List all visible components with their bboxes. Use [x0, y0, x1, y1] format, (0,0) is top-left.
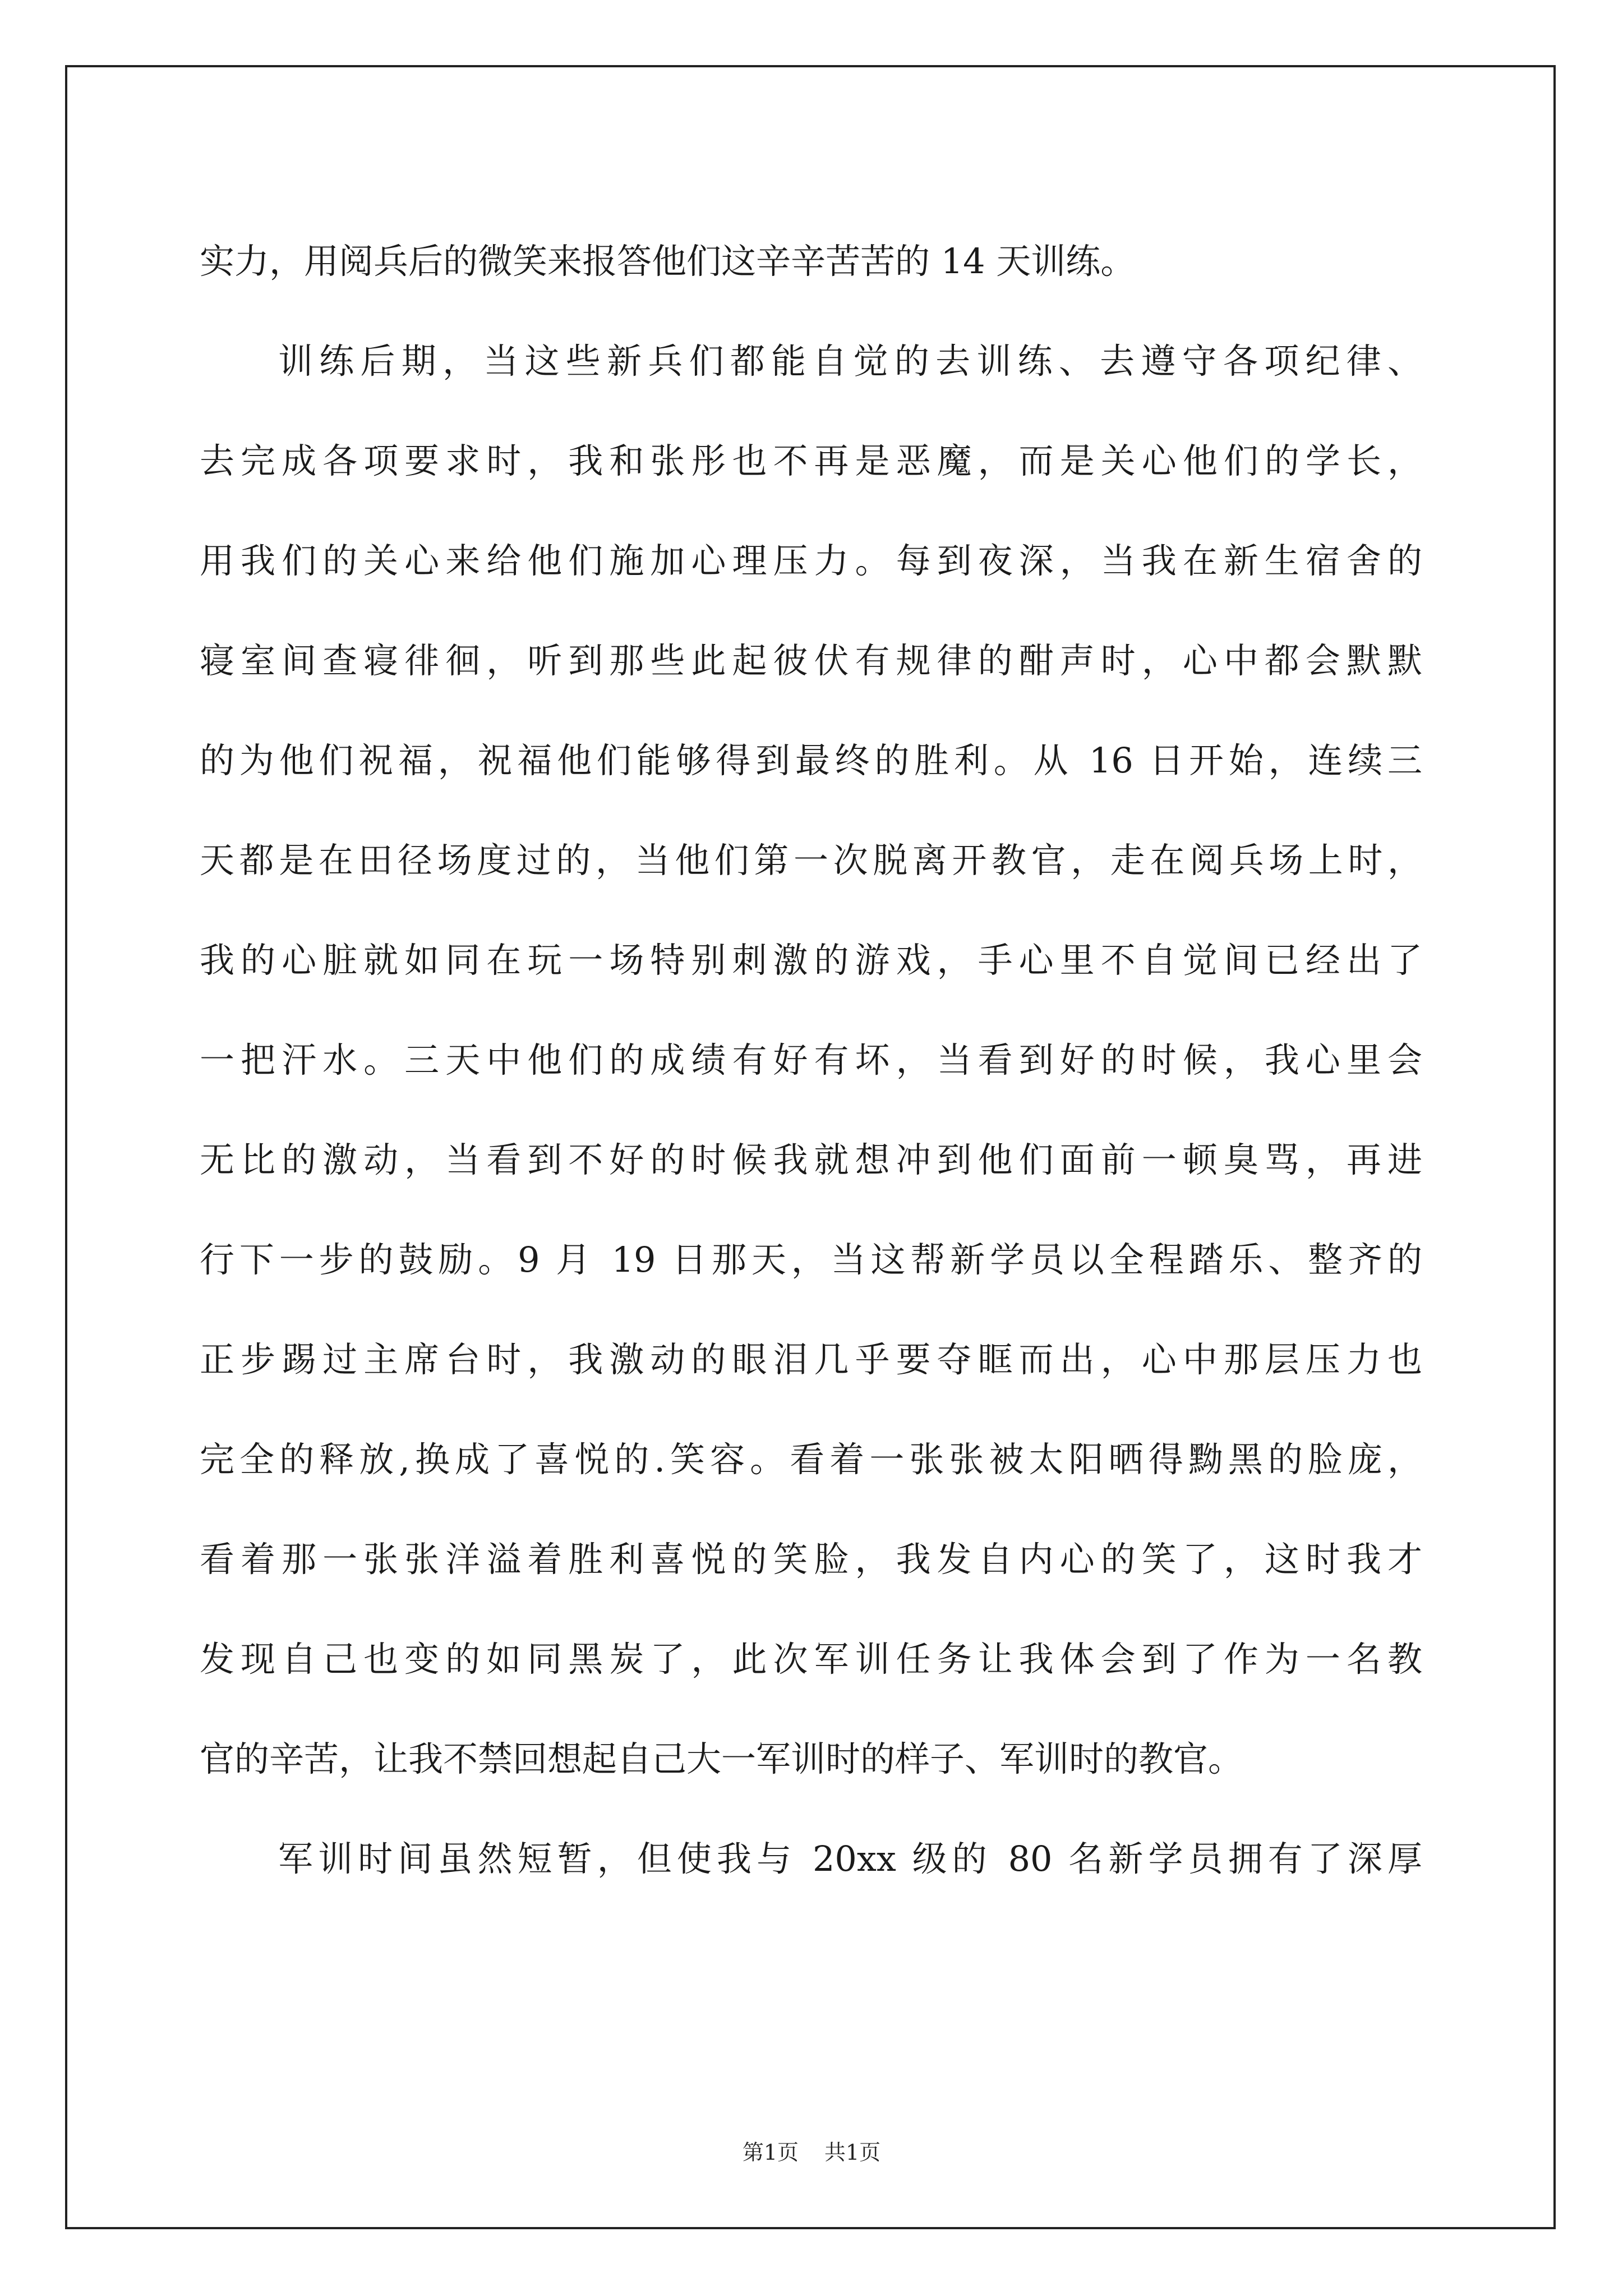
paragraph-first-line: 训练后期，当这些新兵们都能自觉的去训练、去遵守各项纪律、: [278, 341, 1422, 381]
paragraph-first-line: 军训时间虽然短暂，但使我与 20xx 级的 80 名新学员拥有了深厚: [278, 1838, 1422, 1879]
text-line: 一把汗水。三天中他们的成绩有好有坏，当看到好的时候，我心里会: [200, 1039, 1422, 1080]
text-line: 无比的激动，当看到不好的时候我就想冲到他们面前一顿臭骂，再进: [200, 1139, 1422, 1180]
text-line: 用我们的关心来给他们施加心理压力。每到夜深，当我在新生宿舍的: [200, 540, 1422, 581]
text-line: 完全的释放,换成了喜悦的.笑容。看着一张张被太阳晒得黝黑的脸庞，: [200, 1439, 1422, 1480]
page-number: 第1页: [742, 2140, 799, 2165]
text-line: 去完成各项要求时，我和张彤也不再是恶魔，而是关心他们的学长，: [200, 440, 1422, 481]
text-line: 寝室间查寝徘徊，听到那些此起彼伏有规律的酣声时，心中都会默默: [200, 640, 1422, 681]
page-footer: [0, 2135, 1623, 2166]
text-line: 正步踢过主席台时，我激动的眼泪几乎要夺眶而出，心中那层压力也: [200, 1339, 1422, 1380]
text-line: 天都是在田径场度过的，当他们第一次脱离开教官，走在阅兵场上时，: [200, 840, 1422, 881]
text-line: 看着那一张张洋溢着胜利喜悦的笑脸，我发自内心的笑了，这时我才: [200, 1539, 1422, 1580]
text-line: 发现自己也变的如同黑炭了，此次军训任务让我体会到了作为一名教: [200, 1639, 1422, 1680]
text-line: 官的辛苦，让我不禁回想起自己大一军训时的样子、军训时的教官。: [200, 1738, 1243, 1779]
page-total: 共1页: [824, 2140, 881, 2165]
text-line: 我的心脏就如同在玩一场特别刺激的游戏，手心里不自觉间已经出了: [200, 940, 1422, 981]
text-line: 实力，用阅兵后的微笑来报答他们这辛辛苦苦的 14 天训练。: [200, 241, 1136, 282]
text-line: 的为他们祝福，祝福他们能够得到最终的胜利。从 16 日开始，连续三: [200, 740, 1422, 781]
text-line: 行下一步的鼓励。9 月 19 日那天，当这帮新学员以全程踏乐、整齐的: [200, 1239, 1422, 1280]
document-body: [200, 211, 1422, 1909]
